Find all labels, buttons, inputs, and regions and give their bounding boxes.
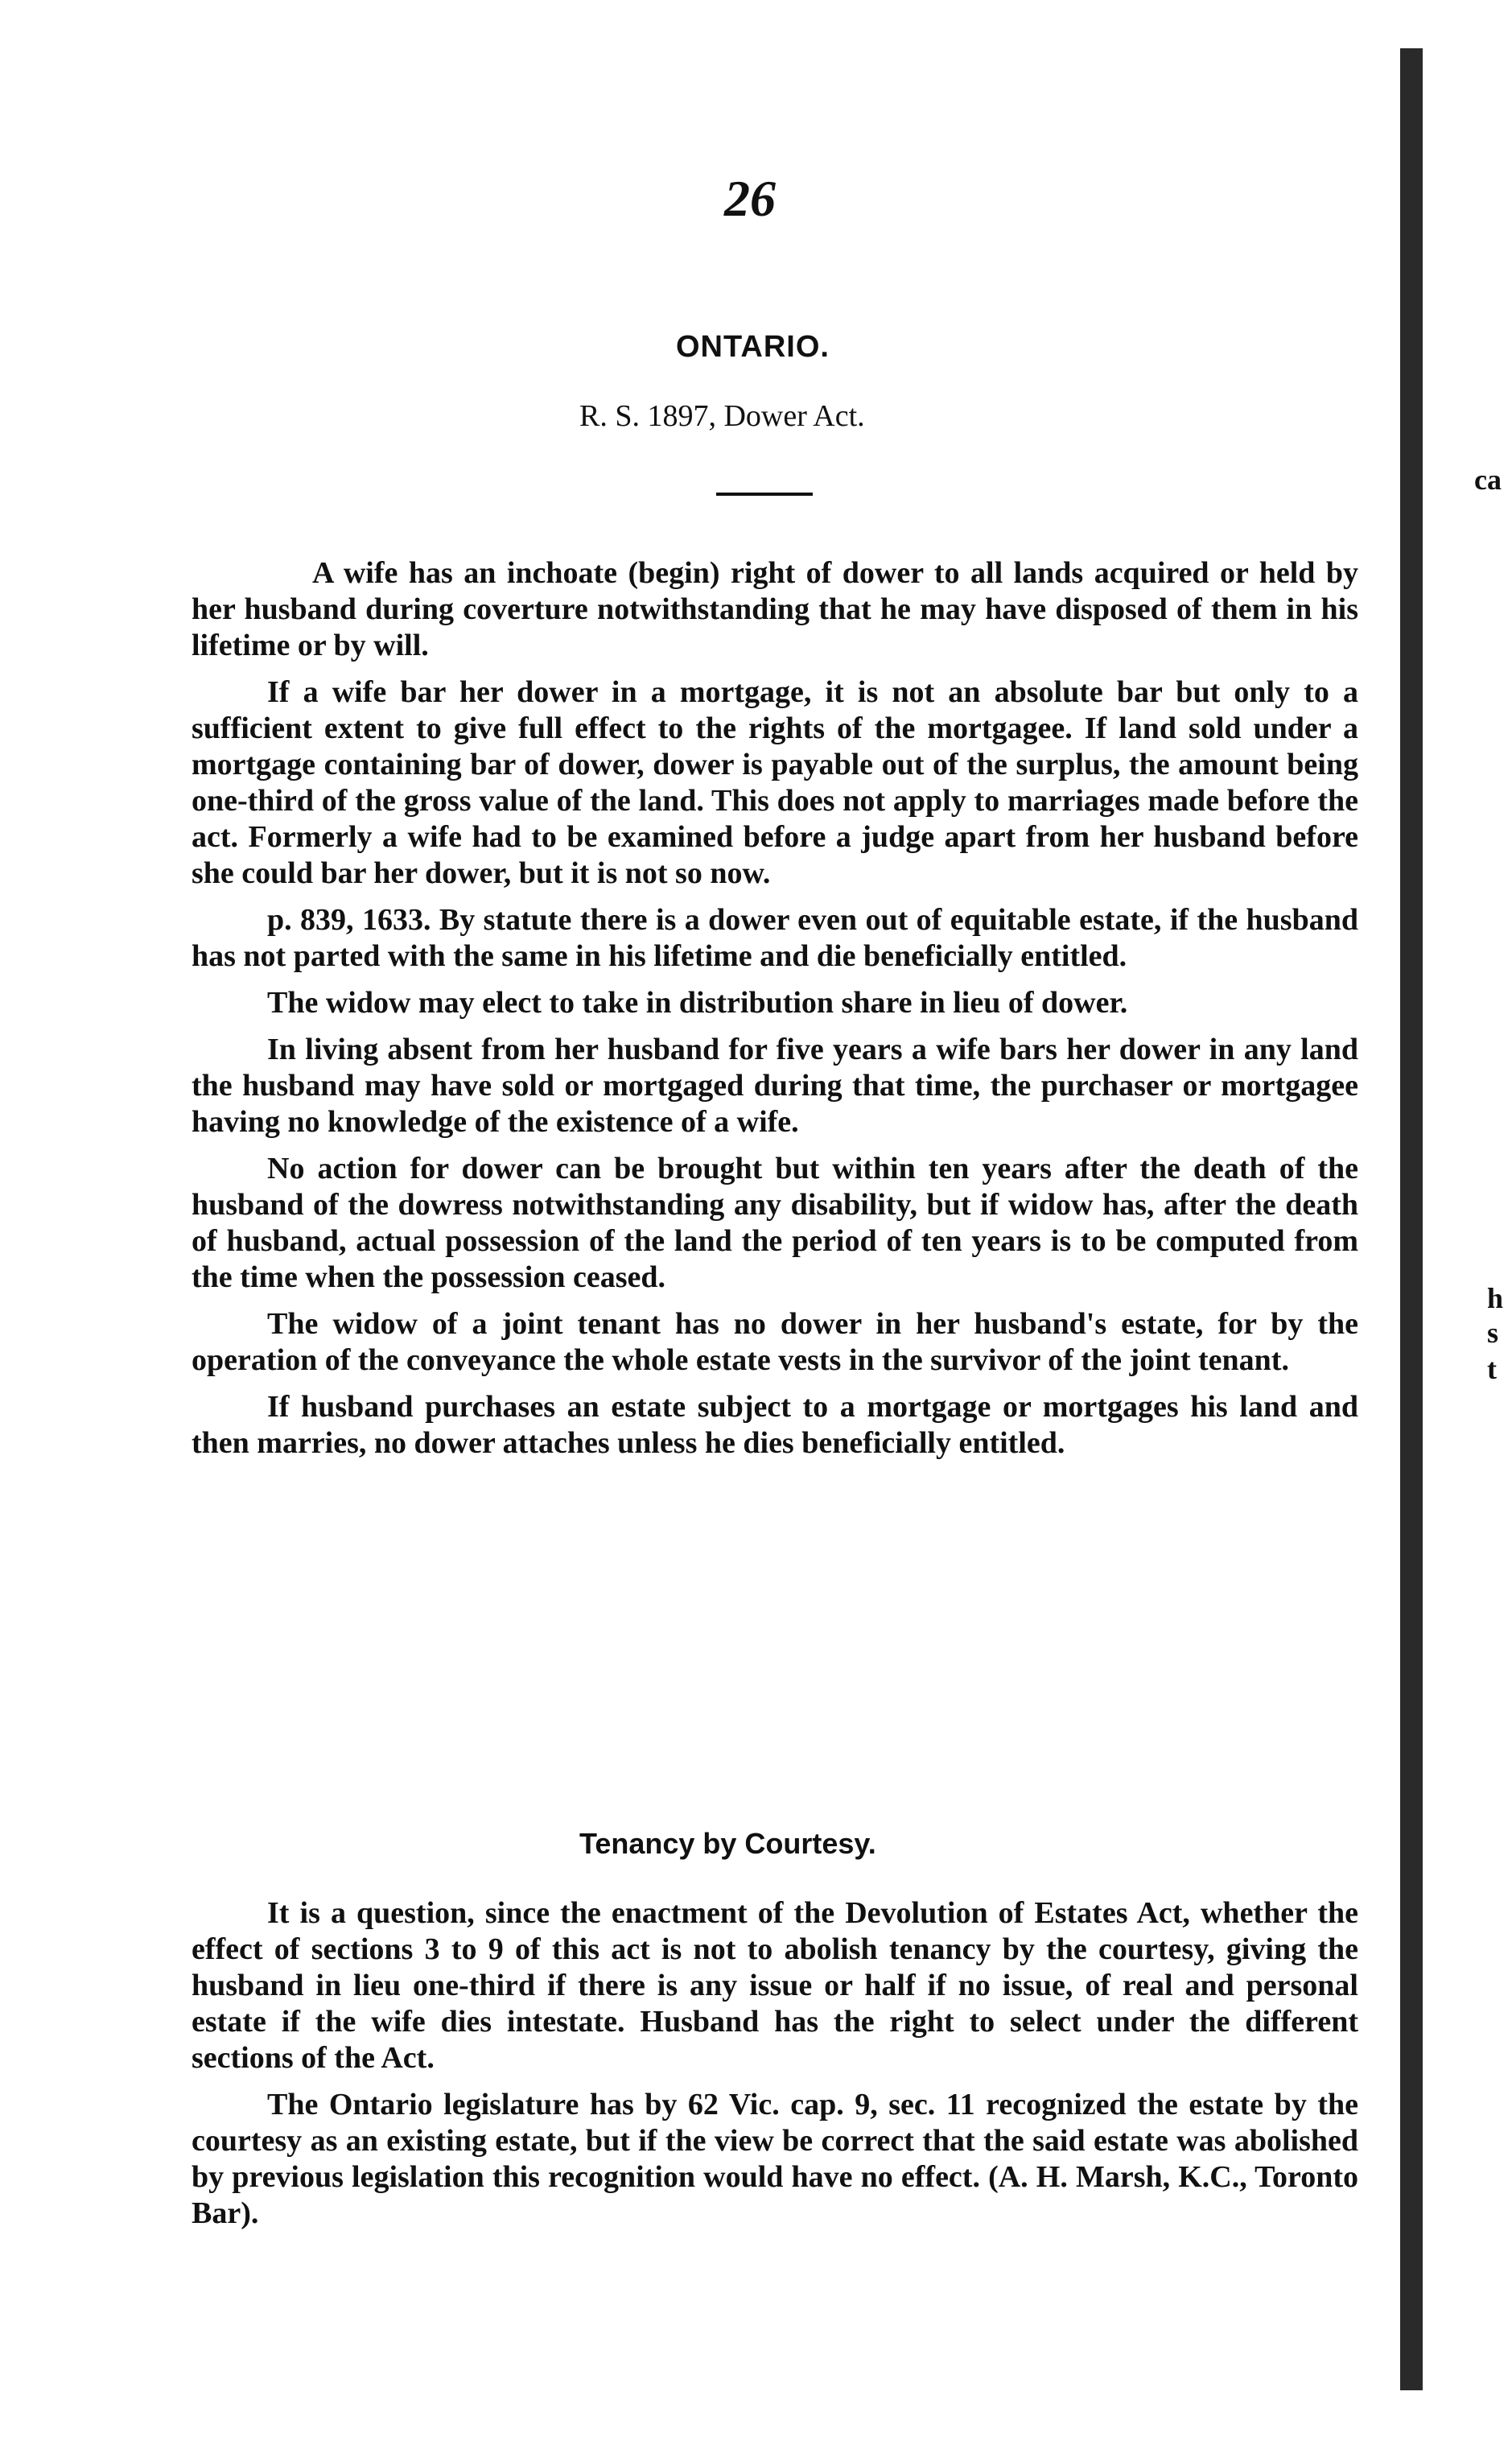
margin-fragment: s — [1487, 1317, 1499, 1349]
paragraph: The widow may elect to take in distribution share in lieu of dower. — [267, 986, 1128, 1020]
paragraph: It is a question, since the enactment of the Devolution of Estates Act, whether the effect of sections 3 to 9 of this act is not to abolish tenancy by the courtesy, giving the husband in lieu one-third if there is any issue or half if no issue, of real and personal estate if the wife dies intestate. Husband has the right to select under the different sections of the Act. — [192, 1896, 1358, 2075]
paragraph: If a wife bar her dower in a mortgage, it is not an absolute bar but only to a sufficient extent to give full effect to the rights of the mortgagee. If land sold under a mortgage containing bar of dower, dower is payable out of the surplus, the amount being one-third of the gross value of the land. This does not apply to marriages made before the act. Formerly a wife had to be examined before a judge apart from her husband before she could bar her dower, but it is not so now. — [192, 675, 1358, 890]
section-heading: Tenancy by Courtesy. — [579, 1827, 876, 1860]
paragraph: The widow of a joint tenant has no dower in her husband's estate, for by the operation of the conveyance the whole estate vests in the survivor of the joint tenant. — [192, 1307, 1358, 1377]
binding-edge — [1400, 48, 1423, 2390]
province-heading: ONTARIO. — [676, 330, 830, 364]
paragraph: A wife has an inchoate (begin) right of dower to all lands acquired or held by her husband during coverture notwithstanding that he may have disposed of them in his lifetime or by will. — [192, 556, 1358, 662]
margin-fragment: h — [1487, 1282, 1504, 1314]
paragraph: The Ontario legislature has by 62 Vic. cap. 9, sec. 11 recognized the estate by the courtesy as an existing estate, but if the view be correct that the said estate was abolished by previous legislation this recognition would have no effect. (A. H. Marsh, K.C., Toronto Bar). — [192, 2088, 1358, 2230]
margin-fragment: t — [1487, 1353, 1497, 1385]
divider-rule — [716, 493, 813, 496]
statute-reference: R. S. 1897, Dower Act. — [579, 399, 865, 433]
page-number: 26 — [724, 170, 776, 227]
paragraph: p. 839, 1633. By statute there is a dower even out of equitable estate, if the husband has not parted with the same in his lifetime and die beneficially entitled. — [192, 903, 1358, 973]
paragraph: In living absent from her husband for five years a wife bars her dower in any land the husband may have sold or mortgaged during that time, the purchaser or mortgagee having no knowledge of the existence of a wife. — [192, 1033, 1358, 1139]
dower-section — [192, 555, 1358, 1472]
margin-fragment: ca — [1474, 464, 1502, 496]
courtesy-section — [192, 1895, 1358, 2242]
paragraph: No action for dower can be brought but within ten years after the death of the husband of the dowress notwithstanding any disability, but if widow has, after the death of husband, actual possession of the land the period of ten years is to be computed from the time when the possession ceased. — [192, 1152, 1358, 1294]
paragraph: If husband purchases an estate subject to a mortgage or mortgages his land and then marries, no dower attaches unless he dies beneficially entitled. — [192, 1390, 1358, 1460]
